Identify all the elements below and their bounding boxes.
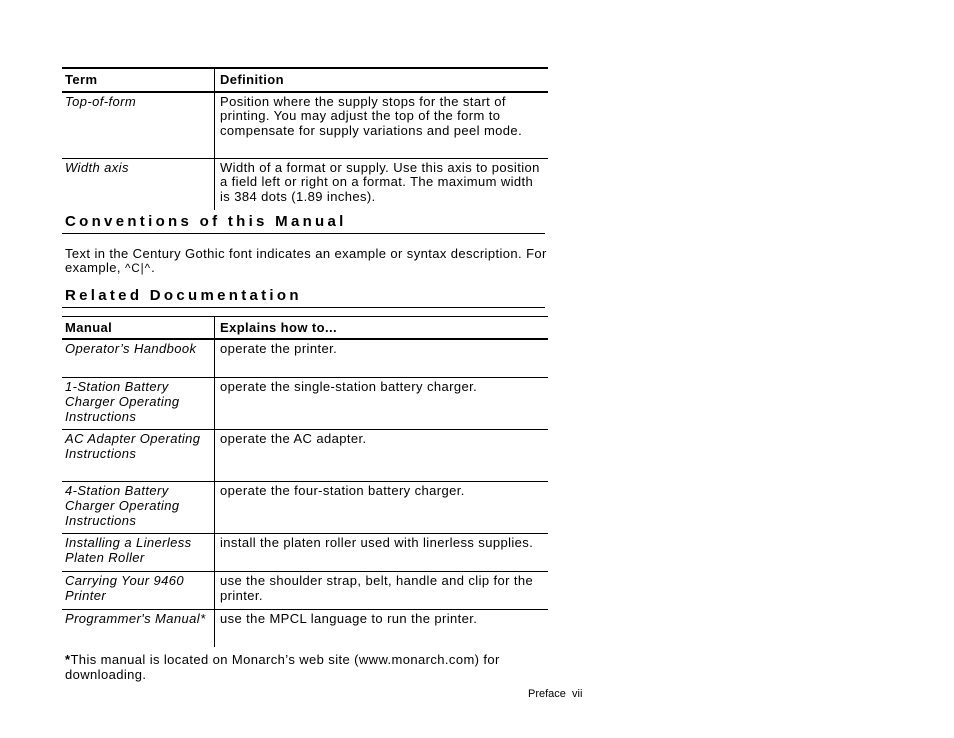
manual-cell: AC Adapter Operating Instructions [62,430,215,482]
explains-cell: operate the single-station battery charger. [215,378,549,430]
page-number: vii [572,688,583,700]
footnote-star: * [65,652,71,668]
terms-table-header [62,68,548,92]
table-row [62,339,548,378]
manual-cell: Carrying Your 9460 Printer [62,572,215,610]
page-footer [528,688,582,700]
manual-column-header: Manual [62,316,215,339]
terms-table [62,67,548,210]
footnote [62,653,535,682]
manual-cell: 1-Station Battery Charger Operating Instructions [62,378,215,430]
manual-cell: Installing a Linerless Platen Roller [62,534,215,572]
explains-cell: operate the AC adapter. [215,430,549,482]
page-content [62,67,548,683]
explains-cell: use the MPCL language to run the printer. [215,610,549,648]
definition-column-header: Definition [215,68,549,92]
manual-cell: 4-Station Battery Charger Operating Instructions [62,482,215,534]
related-documentation-heading: Related Documentation [62,287,545,308]
manual-cell: Operator’s Handbook [62,339,215,378]
term-cell: Top-of-form [62,92,215,159]
related-table-header [62,316,548,339]
table-row [62,534,548,572]
footer-label: Preface [528,688,566,700]
definition-cell: Width of a format or supply. Use this axis to position a field left or right on a format. The maximum width is 384 dots (1.89 inches). [215,158,549,210]
term-column-header: Term [62,68,215,92]
table-row [62,572,548,610]
table-row [62,158,548,210]
explains-cell: install the platen roller used with linerless supplies. [215,534,549,572]
conventions-heading: Conventions of this Manual [62,213,545,234]
term-cell: Width axis [62,158,215,210]
explains-cell: operate the four-station battery charger. [215,482,549,534]
table-row [62,610,548,648]
conventions-text: Text in the Century Gothic font indicates an example or syntax description. For example, [65,245,547,276]
conventions-paragraph [62,247,548,277]
manual-cell: Programmer's Manual* [62,610,215,648]
conventions-period: . [151,260,156,276]
explains-column-header: Explains how to... [215,316,549,339]
footnote-text: This manual is located on Monarch’s web site (www.monarch.com) for downloading. [65,652,500,682]
definition-cell: Position where the supply stops for the start of printing. You may adjust the top of the form to compensate for supply variations and peel mode. [220,93,523,138]
table-row [62,378,548,430]
table-row [62,92,548,159]
table-row [62,430,548,482]
related-documentation-table [62,316,548,648]
syntax-example: ^C|^ [124,263,152,276]
explains-cell: operate the printer. [220,341,338,357]
table-row [62,482,548,534]
explains-cell: use the shoulder strap, belt, handle and clip for the printer. [215,572,549,610]
